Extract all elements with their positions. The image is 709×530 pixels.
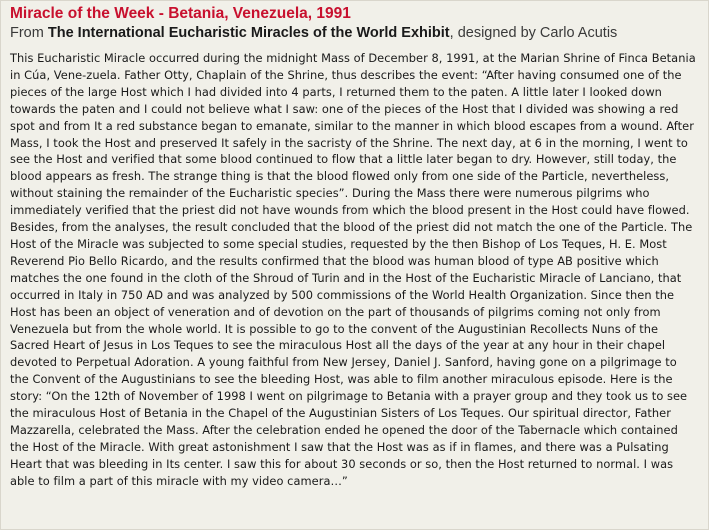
exhibit-name: The International Eucharistic Miracles of the World Exhibit [47, 25, 450, 41]
page-title: Miracle of the Week - Betania, Venezuela, 1991 [10, 5, 351, 22]
subtitle [10, 23, 696, 44]
article-body: This Eucharistic Miracle occurred during the midnight Mass of December 8, 1991, at the Marian Shrine of Finca Betania in Cúa, Vene-zuela. Father Otty, Chaplain of the Shrine, thus describes the event: “After having consumed one of the pieces of the large Host which I had divided into 4 parts, I returned them to the paten. A little later I looked down towards the paten and I could not believe what I saw: one of the pieces of the Host that I divided was showing a red spot and from It a red substance began to emanate, similar to the manner in which blood escapes from a wound. After Mass, I took the Host and preserved It safely in the sacristy of the Shrine. The next day, at 6 in the morning, I went to see the Host and verified that some blood continued to flow that a little later began to dry. However, still today, the blood appears as fresh. The strange thing is that the blood flowed only from one side of the Particle, nevertheless, without staining the remainder of the Eucharistic species”. During the Mass there were numerous pilgrims who immediately verified that the priest did not have wounds from which the blood present in the Host could have flowed. Besides, from the analyses, the result concluded that the blood of the priest did not match the one of the Particle. The Host of the Miracle was subjected to some special studies, requested by the then Bishop of Los Teques, H. E. Most Reverend Pio Bello Ricardo, and the results confirmed that the blood was human blood of type AB positive which matches the one found in the cloth of the Shroud of Turin and in the Host of the Eucharistic Miracle of Lanciano, that occurred in Italy in 750 AD and was analyzed by 500 commissions of the World Health Organization. Since then the Host has been an object of veneration and of devotion on the part of thousands of pilgrims coming not only from Venezuela but from the whole world. It is possible to go to the convent of the Augustinian Recollects Nuns of the Sacred Heart of Jesus in Los Teques to see the miraculous Host all the days of the year at any hour in their chapel devoted to Perpetual Adoration. A young faithful from New Jersey, Daniel J. Sanford, having gone on a pilgrimage to the Convent of the Augustinians to see the bleeding Host, was able to film another miraculous episode. Here is the story: “On the 12th of November of 1998 I went on pilgrimage to Betania with a prayer group and they took us to see the miraculous Host of Betania in the Chapel of the Augustinian Sisters of Los Teques. Our spiritual director, Father Mazzarella, celebrated the Mass. After the celebration ended he opened the door of the Tabernacle which contained the Host of the Miracle. With great astonishment I saw that the Host was as if in flames, and there was a Pulsating Heart that was bleeding in Its center. I saw this for about 30 seconds or so, then the Host returned to normal. I was able to film a part of this miracle with my video camera…” [10, 51, 696, 488]
subtitle-prefix: From [10, 25, 48, 41]
subtitle-suffix: , designed by Carlo Acutis [449, 25, 618, 41]
